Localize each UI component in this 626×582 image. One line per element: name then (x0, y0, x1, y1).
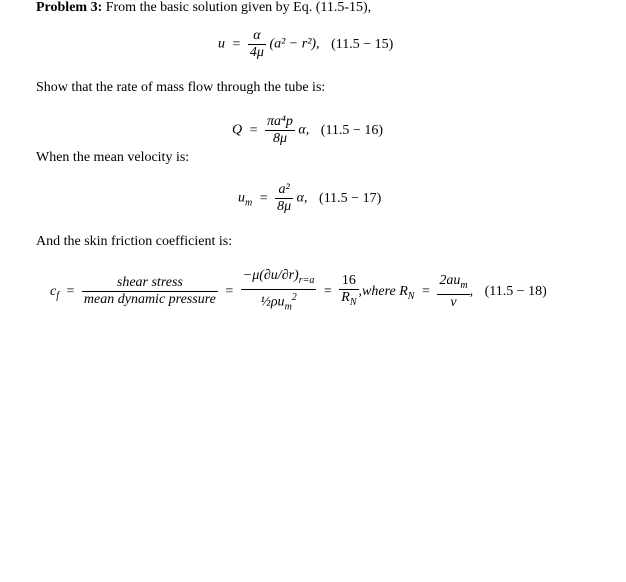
eq18-tag: (11.5 − 18) (484, 283, 547, 299)
eq18-lhs-sub: f (56, 290, 59, 302)
eq17-fraction (275, 182, 293, 215)
skin-friction-sentence: And the skin friction coefficient is: (36, 234, 233, 249)
eq18-f4-numerator: $2au_m$ (437, 273, 469, 295)
eq15-lhs: u (218, 36, 225, 52)
eq17-lhs-sub: m (245, 197, 253, 209)
mean-velocity-sentence: When the mean velocity is: (36, 150, 190, 165)
eq18-f1-denominator: mean dynamic pressure (83, 292, 216, 308)
eq17-numerator: a² (275, 182, 293, 199)
eq18-f4-denominator: ν (450, 294, 457, 310)
eq17-rest: α, (296, 190, 308, 206)
equation-11-5-15: u = $\frac{\alpha}{4\mu}$ (a² − r²), (11.5 − 15) (218, 28, 394, 60)
eq18-f3-numerator: 16 (339, 273, 358, 290)
problem-statement (36, 0, 371, 16)
eq16-numerator: πa⁴p (267, 114, 293, 129)
eq18-fraction-3 (339, 273, 358, 311)
problem-text: From the basic solution given by Eq. (11.5-15), (102, 0, 372, 15)
eq15-tag: (11.5 − 15) (331, 36, 394, 52)
show-sentence: Show that the rate of mass flow through the tube is: (36, 80, 326, 95)
eq18-f2-denominator: $\frac{1}{2}\rho u_m^2$ (260, 291, 297, 313)
eq16-tag: (11.5 − 16) (320, 122, 383, 138)
problem-label: Problem 3: (36, 0, 103, 15)
eq18-f3-denominator: $R_N$ (341, 289, 357, 308)
eq18-fraction-2 (241, 268, 317, 315)
eq16-lhs: Q (232, 122, 243, 138)
eq18-lhs: c (50, 283, 57, 299)
eq15-numerator: α (248, 28, 266, 45)
equation-11-5-16: Q = $\frac{\text{πa⁴p}}{8\mu}$ α, (11.5 − 16) (232, 114, 383, 146)
equation-11-5-18: $c_f$ = $\frac{\text{shear stress}}{\text{mean dynamic pressure}}$ = $\frac{-\mu(\partial u/\partial r)_{r=a}}{\frac{1}{2}\rho u_m^2}$ = $\frac{16}{R_N}$ ,where $R_N$ = $\frac{2au_m}{\nu}$ , (11.5 − 18) (50, 268, 547, 315)
eq17-denominator: 8μ (277, 199, 292, 214)
eq18-f1-numerator: shear stress (82, 275, 218, 292)
eq16-denominator: 8μ (272, 131, 287, 146)
eq15-denominator: 4μ (249, 45, 264, 60)
eq16-rest: α, (298, 122, 310, 138)
eq17-lhs: u (238, 190, 245, 206)
eq16-fraction (265, 114, 295, 147)
eq17-tag: (11.5 − 17) (319, 190, 382, 206)
eq18-fraction-4 (437, 273, 469, 311)
eq18-where: ,where $R_N$ (358, 283, 415, 302)
eq15-rest: (a² − r²), (269, 36, 320, 52)
equation-11-5-17: $u_m$ = $\frac{\text{a²}}{8\mu}$ α, (11.5 − 17) (238, 182, 382, 214)
eq18-fraction-1 (82, 275, 218, 308)
eq18-f2-numerator: $-\mu(\partial u/\partial r)_{r=a}$ (241, 268, 317, 290)
eq15-fraction (248, 28, 266, 61)
